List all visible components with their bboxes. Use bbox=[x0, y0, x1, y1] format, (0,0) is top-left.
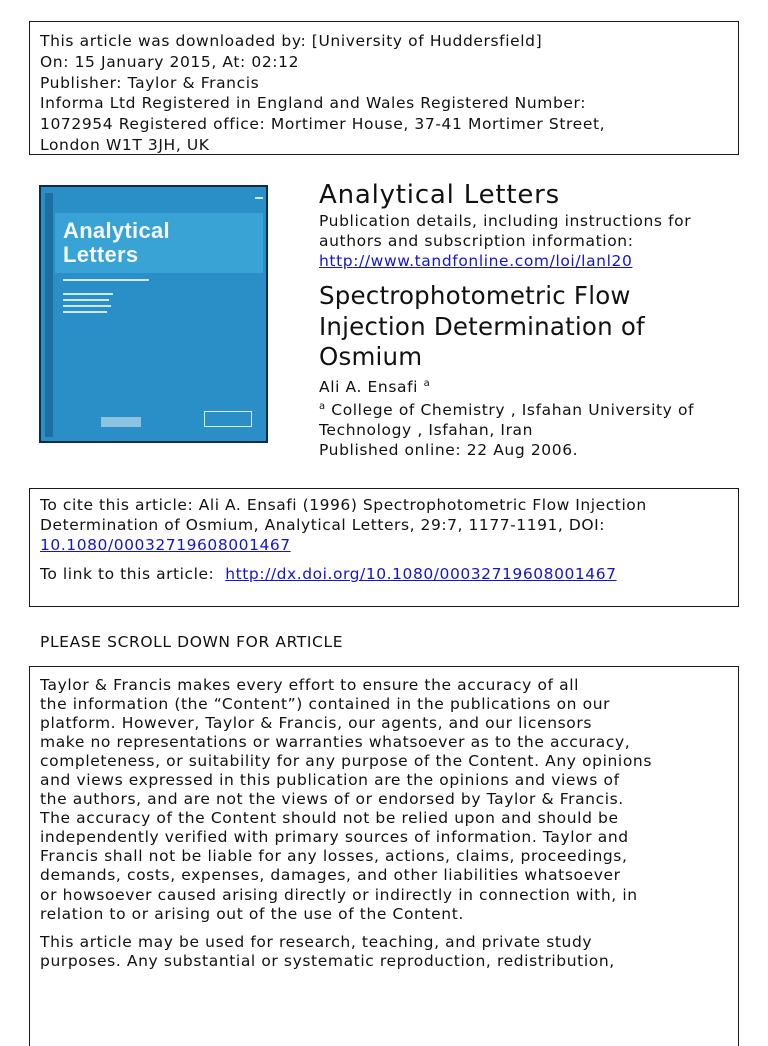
journal-title: Analytical Letters bbox=[319, 180, 560, 210]
download-notice-line: London W1T 3JH, UK bbox=[40, 135, 210, 154]
disclaimer-line: the authors, and are not the views of or endorsed by Taylor & Francis. bbox=[40, 790, 624, 809]
download-notice-line: 1072954 Registered office: Mortimer House, 37-41 Mortimer Street, bbox=[40, 115, 606, 134]
disclaimer-line: The accuracy of the Content should not be relied upon and should be bbox=[40, 809, 619, 828]
article-url-link[interactable]: http://dx.doi.org/10.1080/00032719608001467 bbox=[225, 565, 617, 584]
disclaimer-line: This article may be used for research, teaching, and private study bbox=[40, 932, 593, 951]
affiliation-line bbox=[319, 397, 694, 420]
download-notice-line: On: 15 January 2015, At: 02:12 bbox=[40, 52, 300, 71]
citation-line: Determination of Osmium, Analytical Letters, 29:7, 1177-1191, DOI: bbox=[40, 515, 606, 534]
disclaimer-line: completeness, or suitability for any purpose of the Content. Any opinions bbox=[40, 752, 653, 771]
cover-title bbox=[63, 219, 170, 267]
disclaimer-box bbox=[29, 666, 739, 1046]
download-notice-box bbox=[29, 21, 739, 155]
disclaimer-line: make no representations or warranties whatsoever as to the accuracy, bbox=[40, 733, 631, 752]
disclaimer-line: independently verified with primary sources of information. Taylor and bbox=[40, 828, 629, 847]
article-title-line: Osmium bbox=[319, 342, 423, 371]
article-link-label: To link to this article: bbox=[40, 565, 215, 584]
article-title-line: Spectrophotometric Flow bbox=[319, 281, 631, 310]
disclaimer-line: or howsoever caused arising directly or indirectly in connection with, in bbox=[40, 885, 638, 904]
publication-details bbox=[319, 211, 691, 271]
cover-subtitle-mark bbox=[63, 311, 107, 313]
citation-box bbox=[29, 488, 739, 607]
disclaimer-line: demands, costs, expenses, damages, and other liabilities whatsoever bbox=[40, 866, 621, 885]
citation-line: To cite this article: Ali A. Ensafi (1996) Spectrophotometric Flow Injection bbox=[40, 496, 647, 514]
author-name: Ali A. Ensafi bbox=[319, 378, 419, 396]
download-notice-line: Publisher: Taylor & Francis bbox=[40, 73, 260, 92]
disclaimer-paragraph bbox=[40, 676, 738, 924]
article-title-line: Injection Determination of bbox=[319, 311, 645, 341]
disclaimer-paragraph bbox=[40, 933, 738, 971]
published-date: Published online: 22 Aug 2006. bbox=[319, 441, 579, 459]
disclaimer-line: the information (the “Content”) contained in the publications on our bbox=[40, 695, 611, 714]
disclaimer-line: relation to or arising out of the use of the Content. bbox=[40, 904, 464, 923]
cover-publisher-logo bbox=[204, 411, 252, 427]
disclaimer-line: platform. However, Taylor & Francis, our agents, and our licensors bbox=[40, 714, 593, 733]
disclaimer-line: Taylor & Francis makes every effort to ensure the accuracy of all bbox=[40, 676, 580, 694]
cover-footer-mark bbox=[101, 417, 141, 427]
doi-link[interactable]: 10.1080/00032719608001467 bbox=[40, 535, 291, 554]
author-line bbox=[319, 374, 694, 397]
cover-subtitle-mark bbox=[63, 293, 113, 295]
journal-url-link[interactable]: http://www.tandfonline.com/loi/lanl20 bbox=[319, 252, 633, 270]
journal-cover-image bbox=[39, 185, 268, 443]
article-link-line bbox=[40, 565, 738, 585]
affiliation-line: Technology , Isfahan, Iran bbox=[319, 421, 534, 439]
cover-corner-mark bbox=[255, 197, 263, 199]
cover-title-line: Analytical bbox=[63, 218, 170, 243]
publication-details-line: authors and subscription information: bbox=[319, 232, 634, 250]
publication-details-line: Publication details, including instructions for bbox=[319, 212, 692, 230]
cover-title-line: Letters bbox=[63, 242, 139, 267]
cover-spine-stripe bbox=[45, 193, 53, 437]
author-block bbox=[319, 374, 694, 460]
download-notice-line: Informa Ltd Registered in England and Wales Registered Number: bbox=[40, 94, 587, 113]
scroll-down-notice: PLEASE SCROLL DOWN FOR ARTICLE bbox=[40, 633, 344, 651]
cover-subtitle-mark bbox=[63, 305, 111, 307]
disclaimer-line: purposes. Any substantial or systematic reproduction, redistribution, bbox=[40, 951, 615, 970]
disclaimer-line: Francis shall not be liable for any losses, actions, claims, proceedings, bbox=[40, 847, 628, 866]
disclaimer-line: and views expressed in this publication are the opinions and views of bbox=[40, 771, 620, 790]
cover-subtitle-mark bbox=[63, 279, 149, 281]
author-superscript: a bbox=[423, 378, 431, 389]
article-title bbox=[319, 281, 645, 373]
download-notice-line: This article was downloaded by: [University of Huddersfield] bbox=[40, 32, 543, 50]
affiliation-superscript: a bbox=[319, 401, 326, 412]
cover-subtitle-mark bbox=[63, 299, 109, 301]
affiliation-text: College of Chemistry , Isfahan University of bbox=[331, 401, 695, 419]
